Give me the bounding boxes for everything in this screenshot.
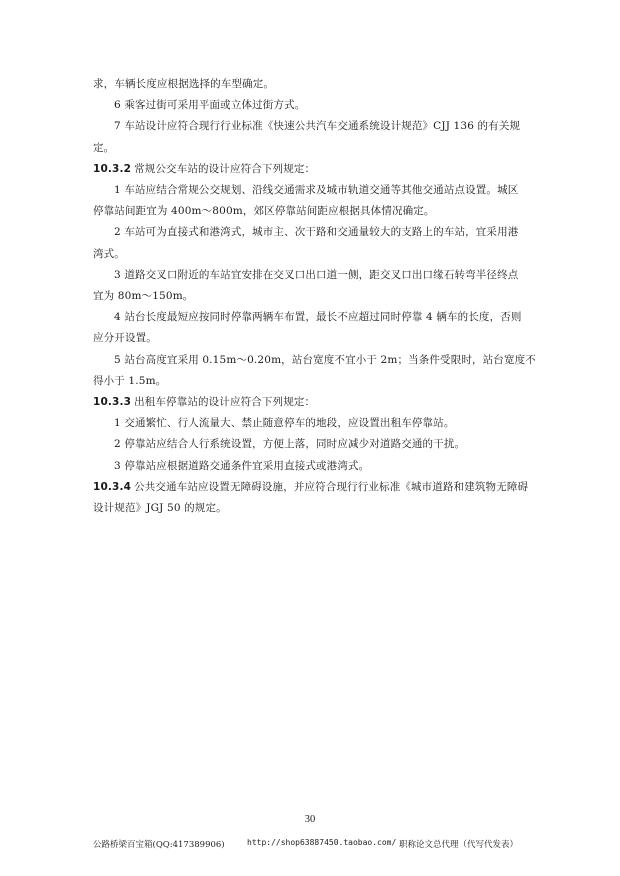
footer-left-text: 公路桥梁百宝箱(QQ:417389906)	[93, 840, 225, 850]
continuation-line: 得小于 1.5m。	[93, 374, 167, 387]
footer-right-text: 职称论文总代理（代写代发表）	[399, 840, 519, 850]
document-body	[93, 74, 537, 519]
list-item-line: 4 站台长度最短应按同时停靠两辆车布置，最长不应超过同时停靠 4 辆车的长度，否则	[114, 311, 522, 324]
clause-line	[93, 477, 537, 498]
continuation-line: 求，车辆长度应根据选择的车型确定。	[93, 78, 275, 90]
list-item-line: 2 车站可为直接式和港湾式，城市主、次干路和交通量较大的支路上的车站，宜采用港	[114, 226, 519, 239]
clause-number: 10.3.4	[93, 480, 132, 493]
clause-number: 10.3.3	[93, 396, 132, 409]
clause-line	[93, 159, 537, 180]
footer-url: http://shop63887450.taobao.com/	[247, 838, 397, 847]
list-item-line: 7 车站设计应符合现行行业标准《快速公共汽车交通系统设计规范》CJJ 136 的有关规	[114, 120, 521, 133]
clause-line	[93, 392, 537, 413]
continuation-line: 设计规范》JGJ 50 的规定。	[93, 502, 227, 515]
list-item-line: 5 站台高度宜采用 0.15m～0.20m，站台宽度不宜小于 2m；当条件受限时，站台宽度不	[114, 353, 536, 366]
list-item-line: 1 交通繁忙、行人流量大、禁止随意停车的地段，应设置出租车停靠站。	[114, 417, 455, 430]
page-number: 30	[304, 814, 316, 825]
continuation-line: 湾式。	[93, 247, 125, 260]
list-item-line: 3 停靠站应根据道路交通条件宜采用直接式或港湾式。	[114, 459, 370, 472]
list-item-line: 1 车站应结合常规公交规划、沿线交通需求及城市轨道交通等其他交通站点设置。城区	[114, 184, 519, 197]
clause-text: 公共交通车站应设置无障碍设施，并应符合现行行业标准《城市道路和建筑物无障碍	[134, 480, 529, 493]
list-item-line: 3 道路交叉口附近的车站宜安排在交叉口出口道一侧，距交叉口出口缘石转弯半径终点	[114, 268, 519, 281]
clause-number: 10.3.2	[93, 162, 132, 175]
list-item-line: 2 停靠站应结合人行系统设置，方便上落，同时应减少对道路交通的干扰。	[114, 438, 466, 451]
clause-text: 常规公交车站的设计应符合下列规定：	[134, 162, 316, 175]
list-item-line: 6 乘客过街可采用平面或立体过街方式。	[114, 99, 306, 112]
clause-text: 出租车停靠站的设计应符合下列规定：	[134, 396, 316, 409]
continuation-line: 停靠站间距宜为 400m～800m，郊区停靠站间距应根据具体情况确定。	[93, 205, 435, 218]
continuation-line: 定。	[93, 141, 115, 154]
continuation-line: 应分开设置。	[93, 332, 157, 345]
continuation-line: 宜为 80m～150m。	[93, 290, 194, 303]
